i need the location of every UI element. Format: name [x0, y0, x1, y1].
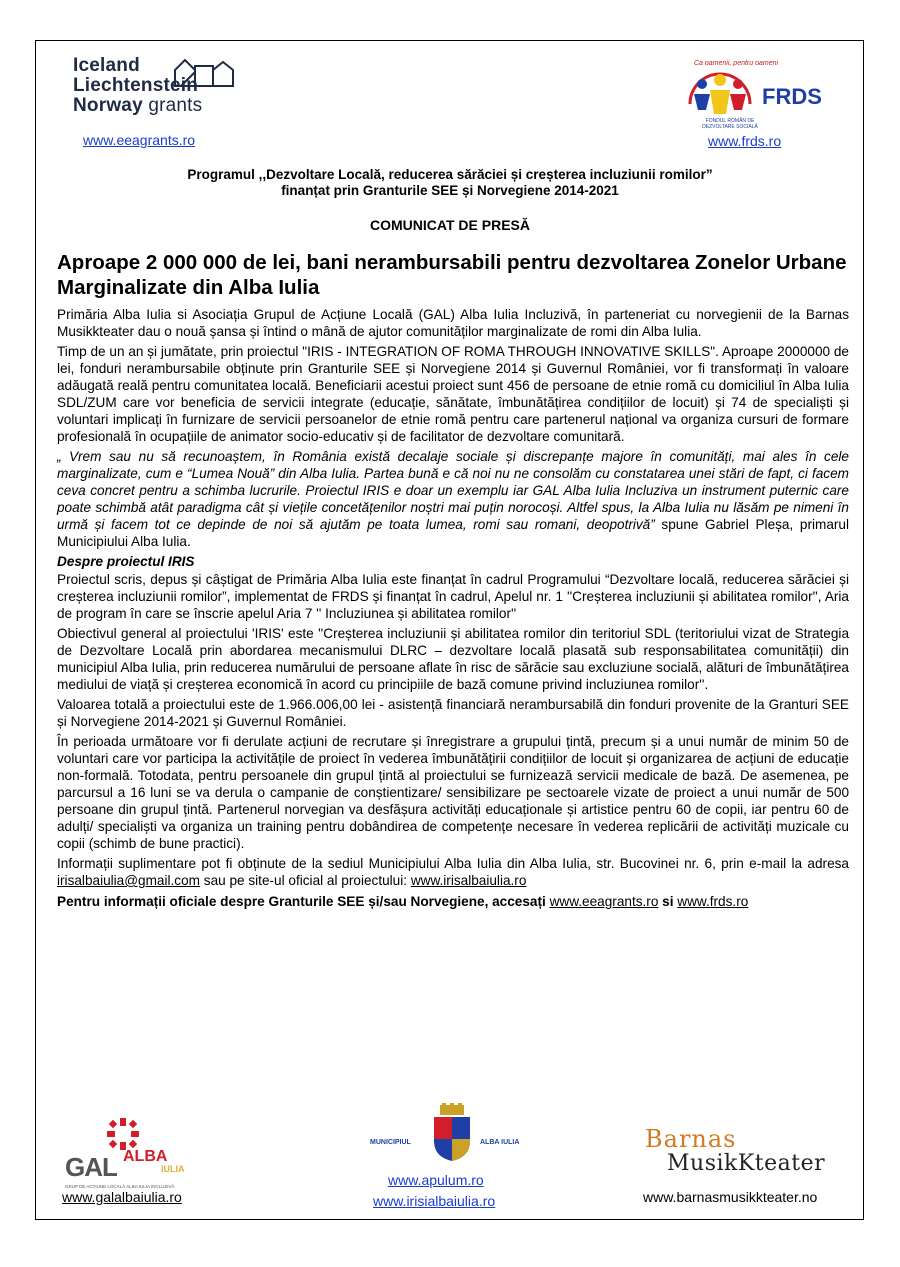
official-info: [57, 893, 849, 910]
gal-logo: [65, 1118, 195, 1188]
contact-email-link[interactable]: irisalbaiulia@gmail.com: [57, 873, 200, 888]
municipality-logo: [370, 1103, 540, 1173]
contact-text: Informații suplimentare pot fi obținute de la sediul Municipiului Alba Iulia din Alba Iulia, str. Bucovinei nr. 6, prin e-mail la adresa: [57, 856, 849, 871]
paragraph-project: Timp de un an și jumătate, prin proiectul "IRIS - INTEGRATION OF ROMA THROUGH INNOVATIVE SKILLS". Aproape 2000000 de lei, fonduri nerambursabile obținute prin Granturile SEE și Norvegiene 2014 și Guvernul României, vor fi transformați în valoare adăugată reală pentru comunitatea locală. Beneficiarii acestui proiect sunt 456 de persoane de etnie romă cu domiciliul în Alba Iulia SDL/ZUM care vor beneficia de servicii integrate (educație, sănătate, îmbunătățirea condițiilor de locuit) și 74 de specialiști și voluntari implicați în furnizare de servicii persoanelor de etnie romă pentru care partenerul național va organiza cursuri de formare profesională în ocupațiile de animator socio-educativ și de facilitator de dezvoltare comunitară.: [57, 344, 849, 444]
paragraph-activities: În perioada următoare vor fi derulate acțiuni de recrutare și înregistrare a grupului țintă, precum și a unui număr de minim 50 de voluntari care vor participa la activitățile de proiect în vederea îmbunătățirii condițiilor de locuit și organizarea de acțiuni de educație non-formală. Totodata, pentru persoanele din grupul țintă al proiectului se furnizează servicii medicale de bază. De asemenea, pe parcursul a 16 luni se va derula o campanie de conștientizare/ sensibilizare pe sectoarele vizate de proiect a unui număr de 500 persoane din grupul țintă. Partenerul norvegian va desfășura activități educaționale și artistice pentru 60 de copii, iar pentru 60 de adulți/ specialiști va organiza un training pentru dobândirea de competențe necesare în vederea replicării de activități muzicale cu copii (schimb de bune practici).: [57, 734, 849, 851]
municipality-label: MUNICIPIUL: [370, 1139, 411, 1146]
paragraph-funding: Proiectul scris, depus și câștigat de Primăria Alba Iulia este finanțat în cadrul Programului “Dezvoltare locală, reducerea sărăciei și creșterea incluziunii romilor”, implementat de FRDS și finanțat în cadrul, Apelul nr. 1 ''Creșterea incluziunii și abilitatea romilor'', Aria de program în care se înscrie apelul Aria 7 '' Incluziunea și abilitatea romilor'': [57, 572, 849, 621]
iris-footer-link[interactable]: www.irisialbaiulia.ro: [373, 1193, 496, 1209]
eea-logo-line3-bold: Norway: [73, 95, 143, 116]
frds-link[interactable]: www.frds.ro: [708, 133, 782, 149]
eea-logo-line1: Iceland: [73, 55, 140, 76]
frds-figures-icon: [680, 64, 760, 126]
barnas-logo-line1: Barnas: [645, 1125, 737, 1153]
frds-tagline: Ca oamenii, pentru oameni: [694, 60, 779, 67]
paragraph-contact: [57, 855, 849, 889]
frds-logo: [680, 56, 840, 132]
program-line2: finanțat prin Granturile SEE și Norvegiene 2014-2021: [281, 183, 619, 198]
gal-logo-subtitle: GRUP DE ACȚIUNE LOCALĂ ALBA IULIA INCLUZIVĂ: [65, 1184, 175, 1189]
article-body: [57, 306, 849, 913]
official-and: si: [658, 894, 678, 909]
paragraph-quote: [57, 448, 849, 550]
gal-logo-alba: ALBA: [123, 1148, 168, 1165]
eea-logo-line2: Liechtenstein: [73, 75, 199, 96]
frds-logo-text: FRDS: [762, 84, 822, 109]
apulum-link[interactable]: www.apulum.ro: [388, 1172, 484, 1188]
paragraph-value: Valoarea totală a proiectului este de 1.966.006,00 lei - asistență financiară nerambursabilă din fonduri provenite de la Granturi SEE și Norvegiene 2014-2021 și Guvernul României.: [57, 697, 849, 729]
eea-grants-link[interactable]: www.eeagrants.ro: [83, 132, 196, 148]
frds-subtitle: FONDUL ROMÂN DE DEZVOLTARE SOCIALĂ: [702, 118, 758, 130]
alba-iulia-crest-icon: [430, 1103, 474, 1163]
program-heading: [60, 167, 840, 199]
paragraph-intro: Primăria Alba Iulia si Asociația Grupul de Acțiune Locală (GAL) Alba Iulia Incluzivă, în parteneriat cu norvegienii de la Barnas Musikkteater dau o nouă șansa și întind o mână de ajutor comunităților marginalizate de romi din Alba Iulia.: [57, 307, 849, 339]
official-frds-link[interactable]: www.frds.ro: [677, 894, 749, 909]
section-title: Despre proiectul IRIS: [57, 554, 195, 569]
gal-logo-iulia: IULIA: [161, 1164, 185, 1174]
eea-houses-icon: [173, 58, 235, 88]
official-eeagrants-link[interactable]: www.eeagrants.ro: [549, 894, 659, 909]
eea-logo-line3-light: grants: [148, 95, 203, 116]
municipality-city-label: ALBA IULIA: [480, 1139, 520, 1146]
contact-text-2: sau pe site-ul oficial al proiectului:: [200, 873, 411, 888]
gal-logo-text: GAL: [65, 1152, 117, 1182]
paragraph-objective: Obiectivul general al proiectului 'IRIS' este ''Creșterea incluziunii și abilitatea romilor din teritoriul SDL (teritoriului vizat de Strategia de Dezvoltare Locală prin abordarea mecanismului DLRC – dezvoltare locală plasată sub responsabilitatea comunității) din municipiul Alba Iulia, prin reducerea numărului de persoane aflate în risc de sărăcie sau excluziune socială, alături de îmbunătățirea mediului de viață și creșterea economică în acord cu principiile de bază comune privind incluziunea romilor''.: [57, 626, 849, 692]
mayor-quote: „ Vrem sau nu să recunoaștem, în România există decalaje sociale și discrepanțe majore în comunități, mai ales în cele marginalizate, cum e “Lumea Nouă” din Alba Iulia. Partea bună e că noi nu ne consolăm cu constatarea unei stări de fapt, ci facem ceva concret pentru a schimba lucrurile. Proiectul IRIS e doar un exemplu iar GAL Alba Iulia Incluziva un instrument puternic care poate schimbă atât paradigma cât și viețile concetățenilor noștri mai puțin norocoși. Altfel spus, la Alba Iulia nu lăsăm pe nimeni în urmă și facem tot ce depinde de noi să ajutăm pe toata lumea, romi sau romani, deopotrivă”: [57, 449, 849, 532]
quote-attribution: spune Gabriel Pleșa, primarul Municipiului Alba Iulia.: [57, 517, 849, 549]
project-site-link[interactable]: www.irisalbaiulia.ro: [410, 873, 527, 888]
barnas-logo-line2: MusikKteater: [667, 1151, 826, 1176]
official-info-text: Pentru informații oficiale despre Granturile SEE și/sau Norvegiene, accesați: [57, 894, 550, 909]
headline: Aproape 2 000 000 de lei, bani nerambursabili pentru dezvoltarea Zonelor Urbane Marginalizate din Alba Iulia: [57, 251, 847, 299]
press-release-label: COMUNICAT DE PRESĂ: [370, 217, 530, 233]
gal-link[interactable]: www.galalbaiulia.ro: [62, 1189, 182, 1205]
barnas-link[interactable]: www.barnasmusikkteater.no: [643, 1189, 818, 1205]
barnas-musikkteater-logo: [645, 1125, 855, 1180]
program-line1: Programul ,,Dezvoltare Locală, reducerea sărăciei și creșterea incluziunii romilor”: [187, 167, 713, 182]
eea-grants-logo: [73, 56, 243, 116]
